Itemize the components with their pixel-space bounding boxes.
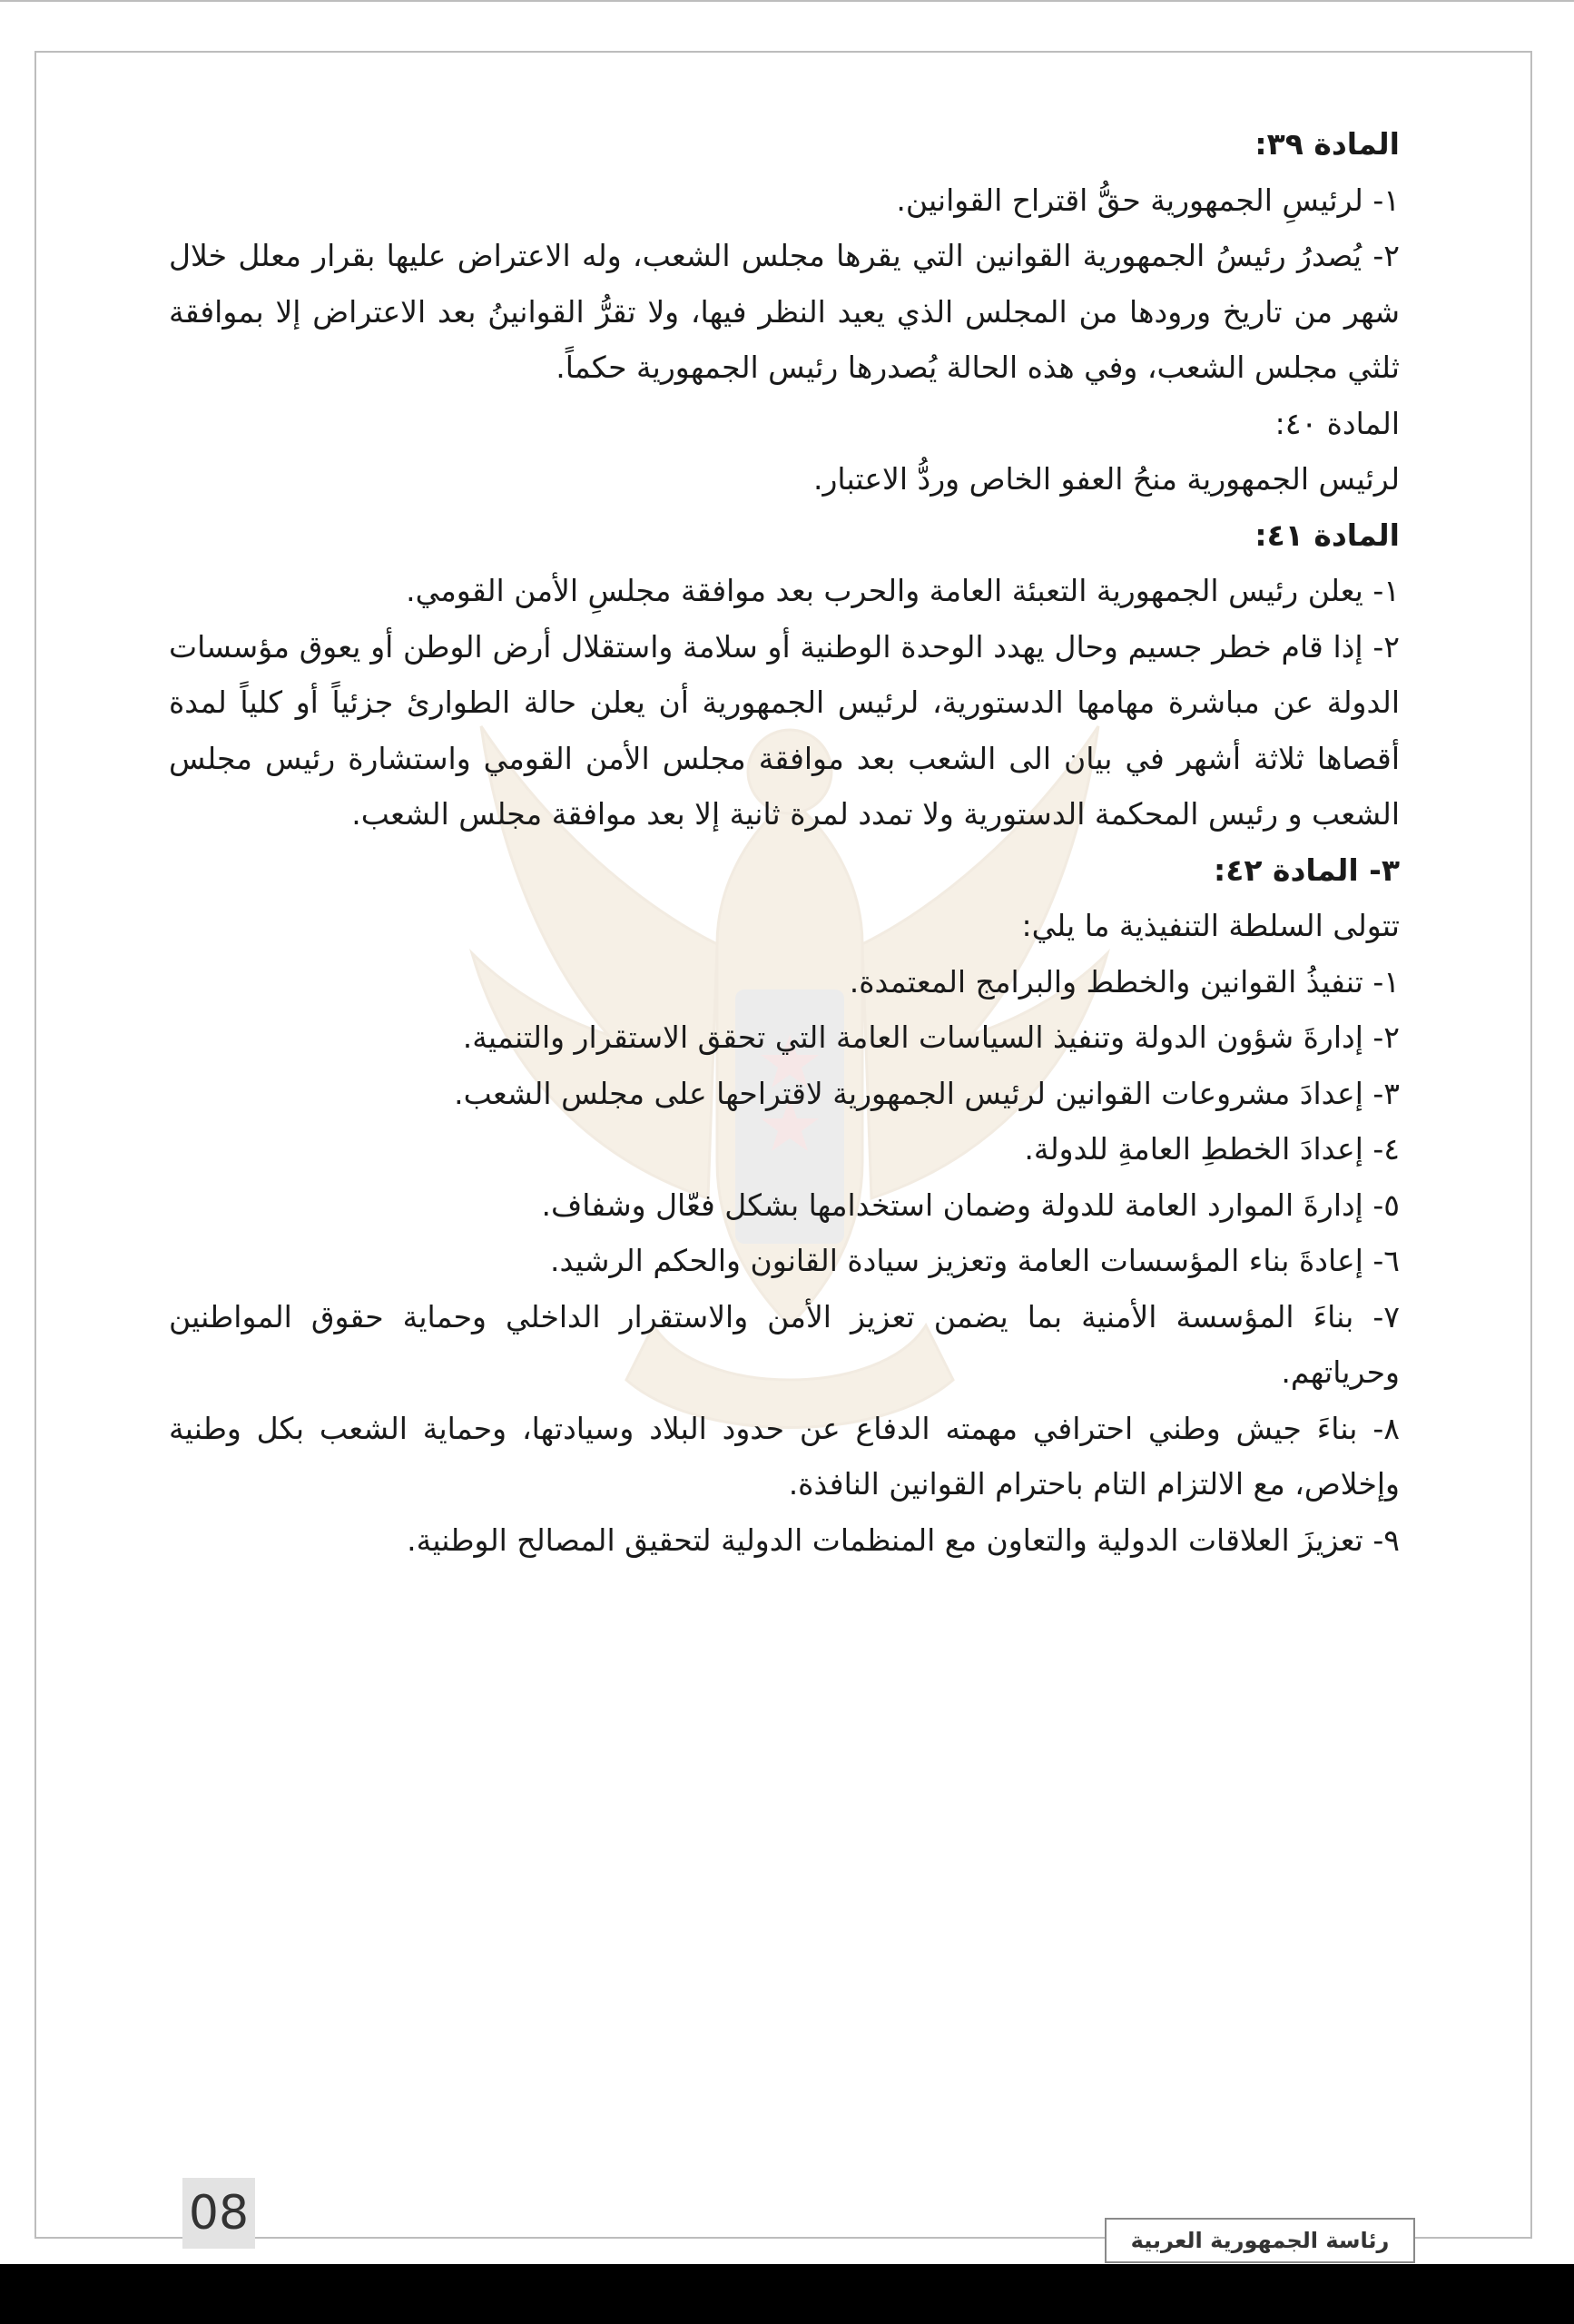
document-paragraph: المادة ٣٩:: [1254, 126, 1400, 162]
top-rule: [0, 0, 1574, 2]
page-number: 08: [182, 2178, 255, 2249]
document-paragraph: المادة ٤٠:: [1274, 405, 1400, 441]
document-paragraph: ٢- يُصدرُ رئيسُ الجمهورية القوانين التي يقرها مجلس الشعب، وله الاعتراض عليها بقرار معلل خلال شهر من تاريخ ورودها من المجلس الذي يعيد النظر فيها، ولا تقرُّ القوانينُ بعد الاعتراض إلا بموافقة ثلثي مجلس الشعب، وفي هذه الحالة يُصدرها رئيس الجمهورية حكماً.: [169, 238, 1400, 385]
document-paragraph: ٩- تعزيزَ العلاقات الدولية والتعاون مع المنظمات الدولية لتحقيق المصالح الوطنية.: [407, 1521, 1400, 1558]
document-paragraph: ٢- إذا قام خطر جسيم وحال يهدد الوحدة الوطنية أو سلامة واستقلال أرض الوطن أو يعوق مؤسسات الدولة عن مباشرة مهامها الدستورية، لرئيس الجمهورية أن يعلن حالة الطوارئ جزئياً أو كلياً لمدة أقصاها ثلاثة أشهر في بيان الى الشعب بعد موافقة مجلس الأمن القومي واستشارة رئيس مجلس الشعب و رئيس المحكمة الدستورية ولا تمدد لمرة ثانية إلا بعد موافقة مجلس الشعب.: [169, 628, 1400, 832]
document-paragraph: ٧- بناءَ المؤسسة الأمنية بما يضمن تعزيز الأمن والاستقرار الداخلي وحماية حقوق المواطنين وحرياتهم.: [169, 1298, 1400, 1390]
document-paragraph: ٨- بناءَ جيش وطني احترافي مهمته الدفاع عن حدود البلاد وسيادتها، وحماية الشعب بكل وطنية وإخلاص، مع الالتزام التام باحترام القوانين النافذة.: [169, 1410, 1400, 1502]
document-paragraph: تتولى السلطة التنفيذية ما يلي:: [1021, 908, 1400, 943]
document-paragraph: ٦- إعادةَ بناء المؤسسات العامة وتعزيز سيادة القانون والحكم الرشيد.: [549, 1243, 1400, 1278]
document-paragraph: ٥- إدارةَ الموارد العامة للدولة وضمان استخدامها بشكل فعّال وشفاف.: [541, 1187, 1400, 1223]
document-paragraph: ٢- إدارةَ شؤون الدولة وتنفيذ السياسات العامة التي تحقق الاستقرار والتنمية.: [462, 1019, 1400, 1055]
document-body: [169, 116, 1400, 1568]
document-paragraph: ٣- المادة ٤٢:: [1214, 852, 1400, 888]
document-paragraph: ١- لرئيسِ الجمهورية حقُّ اقتراح القوانين.: [896, 182, 1400, 218]
document-paragraph: المادة ٤١:: [1254, 517, 1400, 553]
bottom-bar: [0, 2264, 1574, 2324]
document-paragraph: لرئيس الجمهورية منحُ العفو الخاص وردُّ الاعتبار.: [812, 461, 1400, 497]
document-paragraph: ٣- إعدادَ مشروعات القوانين لرئيس الجمهورية لاقتراحها على مجلس الشعب.: [454, 1075, 1400, 1111]
document-paragraph: ١- يعلن رئيس الجمهورية التعبئة العامة والحرب بعد موافقة مجلسِ الأمن القومي.: [406, 573, 1400, 608]
footer-label: رئاسة الجمهورية العربية: [1105, 2218, 1415, 2263]
document-paragraph: ٤- إعدادَ الخططِ العامةِ للدولة.: [1024, 1131, 1400, 1167]
document-paragraph: ١- تنفيذُ القوانين والخطط والبرامج المعتمدة.: [849, 963, 1400, 1000]
